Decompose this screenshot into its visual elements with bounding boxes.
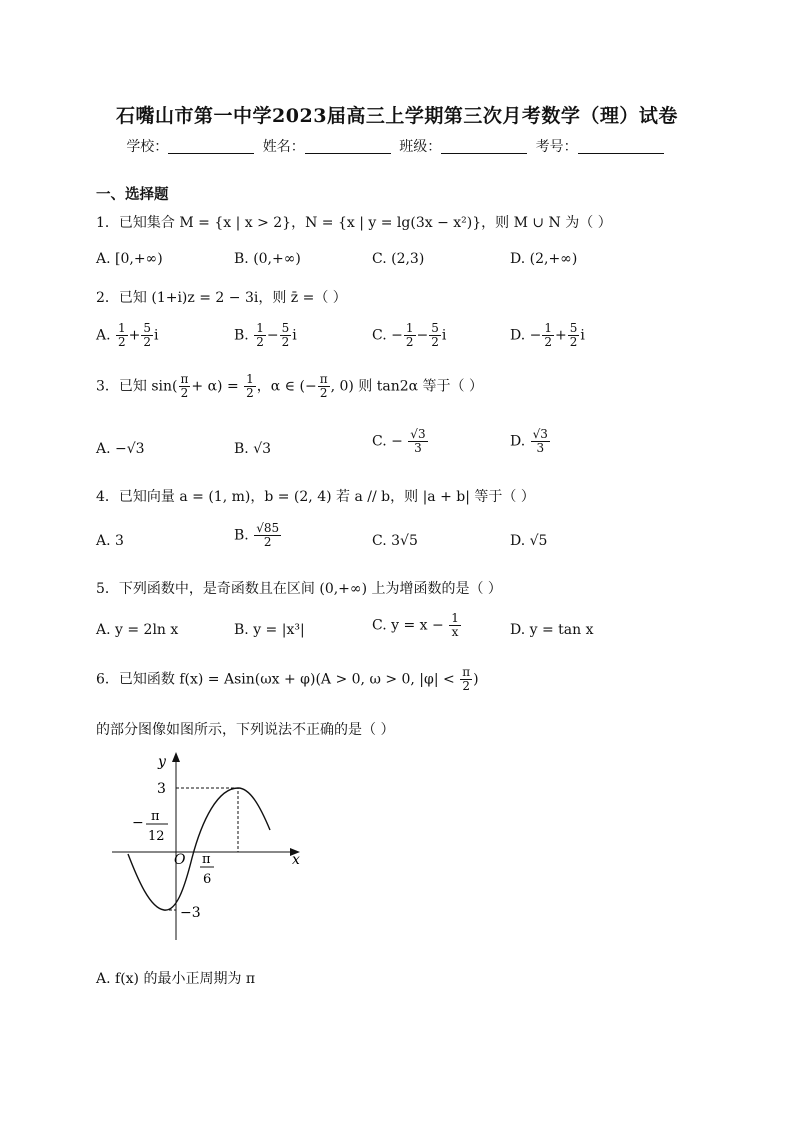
q1-option-a: A. [0,+∞) [96, 251, 163, 267]
q3-option-b: B. √3 [234, 441, 272, 457]
student-info-line [0, 136, 794, 156]
question-3-stem: 3．已知 sin( $\frac{\pi}{2}$ + α) = $\frac{1}{2}$ ，α ∈ (− $\frac{\pi}{2}$ , 0) 则 tan2α 等于（ ） [96, 372, 483, 400]
graph-left-num: π [151, 809, 160, 824]
graph-origin-label: O [174, 852, 186, 868]
question-6-stem-2: 的部分图像如图所示，下列说法不正确的是（ ） [96, 722, 395, 738]
q1-option-c: C. (2,3) [372, 251, 425, 267]
q4-option-a: A. 3 [96, 533, 124, 549]
graph-x-label: x [292, 852, 300, 868]
q4-option-b: B. $\frac{√85}{2}$ [234, 521, 280, 549]
school-label: 学校： [126, 139, 169, 155]
question-1-stem: 1．已知集合 M = {x | x > 2}，N = {x | y = lg(3x − x²)}，则 M ∪ N 为（ ） [96, 215, 612, 231]
q3-option-d: D. $\frac{√3}{3}$ [510, 427, 548, 455]
graph-right-den: 6 [203, 872, 212, 887]
question-6-stem: 6．已知函数 f(x) = Asin(ωx + φ)(A > 0, ω > 0, |φ| < $\frac{\pi}{2}$ ) [96, 665, 479, 693]
q5-option-c: C. y = x − $\frac{1}{x}$ [372, 611, 459, 639]
q6-option-a: A. f(x) 的最小正周期为 π [96, 971, 256, 987]
question-5-stem: 5．下列函数中，是奇函数且在区间 (0,+∞) 上为增函数的是（ ） [96, 581, 502, 597]
graph-right-num: π [202, 852, 211, 867]
school-blank[interactable] [168, 139, 254, 154]
graph-curve [128, 788, 270, 910]
graph-max-dashed [176, 788, 238, 852]
q2-option-b: B. $\frac{1}{2}$ − $\frac{5}{2}$ i [234, 321, 297, 349]
q2-option-c: C. − $\frac{1}{2}$ − $\frac{5}{2}$ i [372, 321, 447, 349]
class-label: 班级： [399, 139, 442, 155]
question-2-stem: 2．已知 (1+i)z = 2 − 3i，则 z̄ =（ ） [96, 290, 347, 306]
q3-option-c: C. − $\frac{√3}{3}$ [372, 427, 426, 455]
q1-option-d: D. (2,+∞) [510, 251, 578, 267]
q3-option-a: A. −√3 [96, 441, 145, 457]
graph-min-label: −3 [180, 905, 201, 921]
class-blank[interactable] [441, 139, 527, 154]
graph-max-label: 3 [157, 781, 166, 797]
q1-option-b: B. (0,+∞) [234, 251, 301, 267]
sine-graph [110, 750, 310, 950]
q2-option-a: A. $\frac{1}{2}$ + $\frac{5}{2}$ i [96, 321, 159, 349]
q4-option-c: C. 3√5 [372, 533, 418, 549]
exam-title: 石嘴山市第一中学2023届高三上学期第三次月考数学（理）试卷 [116, 105, 678, 127]
section-heading: 一、选择题 [96, 186, 169, 203]
graph-left-den: 12 [148, 829, 165, 844]
q4-option-d: D. √5 [510, 533, 548, 549]
q5-option-a: A. y = 2ln x [96, 622, 179, 638]
graph-left-sign: − [132, 815, 144, 831]
q5-option-b: B. y = |x³| [234, 622, 305, 638]
number-label: 考号： [535, 139, 578, 155]
number-blank[interactable] [578, 139, 664, 154]
question-4-stem: 4．已知向量 a = (1, m)，b = (2, 4) 若 a // b，则 |a + b| 等于（ ） [96, 489, 535, 505]
q5-option-d: D. y = tan x [510, 622, 594, 638]
q2-option-d: D. − $\frac{1}{2}$ + $\frac{5}{2}$ i [510, 321, 585, 349]
name-label: 姓名： [262, 139, 305, 155]
graph-y-label: y [158, 754, 166, 770]
name-blank[interactable] [305, 139, 391, 154]
graph-y-arrow [172, 752, 180, 762]
